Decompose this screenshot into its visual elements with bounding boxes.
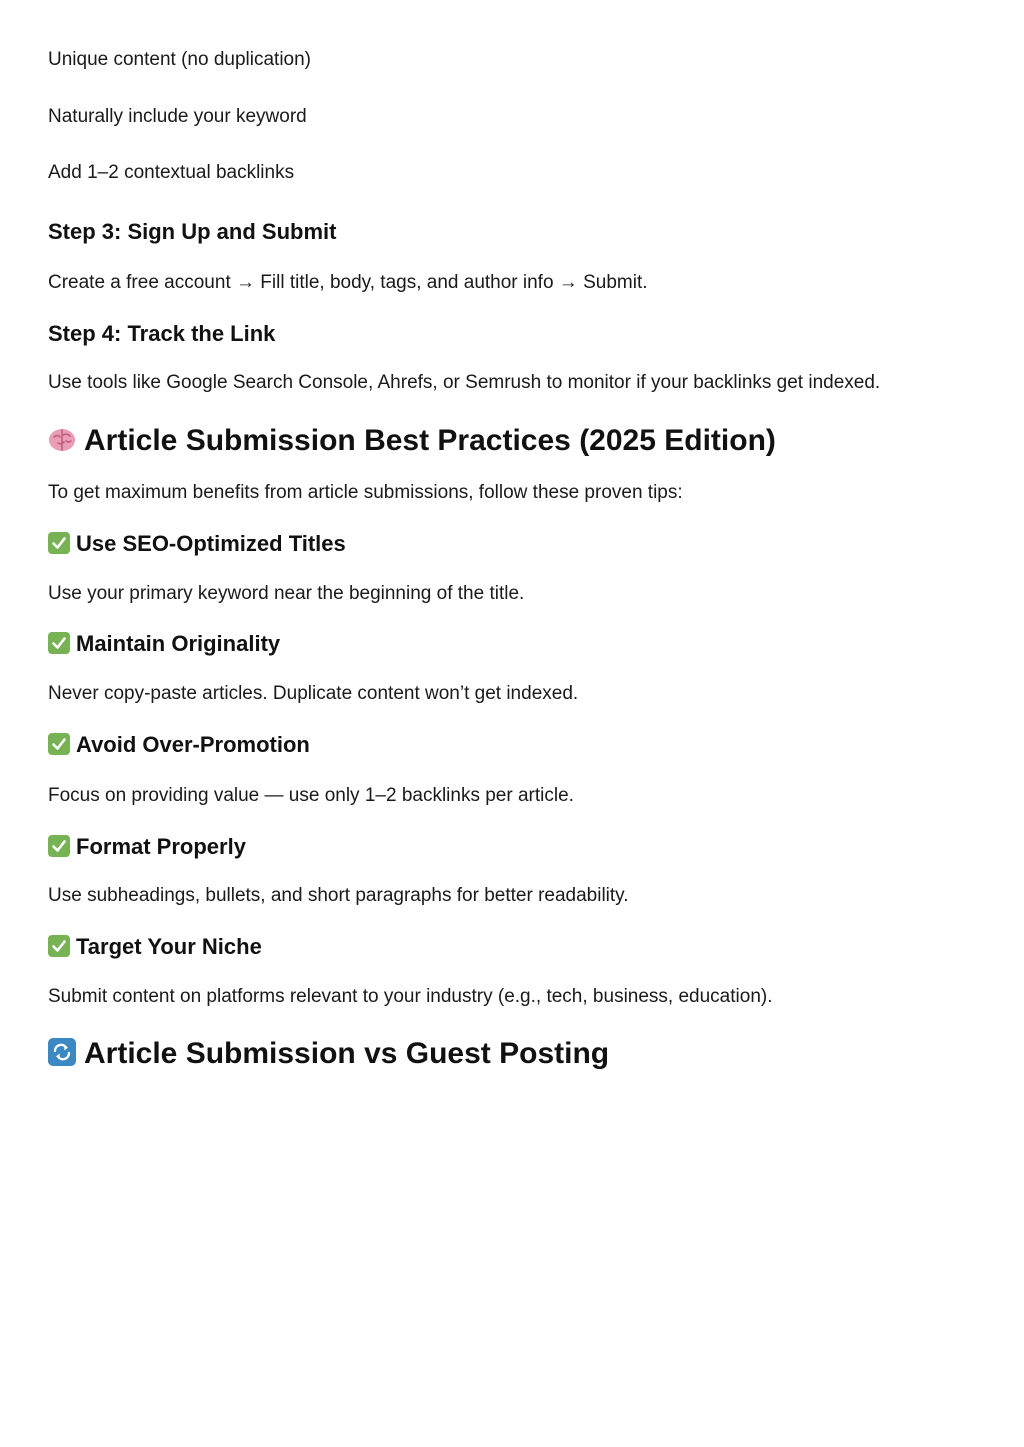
list-item-add-backlinks: Add 1–2 contextual backlinks bbox=[48, 162, 295, 183]
tip-title: Format Properly bbox=[76, 834, 246, 859]
list-item-unique-content: Unique content (no duplication) bbox=[48, 49, 312, 70]
step4-heading: Step 4: Track the Link bbox=[48, 321, 276, 346]
best-practices-heading bbox=[48, 422, 776, 460]
tip-body-niche: Submit content on platforms relevant to your industry (e.g., tech, business, education). bbox=[48, 986, 773, 1007]
brain-icon bbox=[48, 425, 76, 453]
step3-heading: Step 3: Sign Up and Submit bbox=[48, 219, 337, 244]
repeat-icon bbox=[48, 1038, 76, 1066]
tip-title: Avoid Over-Promotion bbox=[76, 732, 310, 757]
tip-heading-over-promotion bbox=[48, 731, 310, 759]
check-mark-icon bbox=[48, 835, 70, 857]
vs-section-title: Article Submission vs Guest Posting bbox=[84, 1037, 610, 1070]
check-mark-icon bbox=[48, 532, 70, 554]
tip-heading-seo-titles bbox=[48, 530, 346, 558]
list-item-include-keyword: Naturally include your keyword bbox=[48, 106, 307, 127]
tip-body-format: Use subheadings, bullets, and short paragraphs for better readability. bbox=[48, 885, 629, 906]
tip-body-seo-titles: Use your primary keyword near the beginning of the title. bbox=[48, 583, 525, 604]
tip-title: Target Your Niche bbox=[76, 934, 262, 959]
tip-body-originality: Never copy-paste articles. Duplicate content won’t get indexed. bbox=[48, 683, 579, 704]
step4-body: Use tools like Google Search Console, Ahrefs, or Semrush to monitor if your backlinks get indexed. bbox=[48, 372, 881, 393]
tip-heading-originality bbox=[48, 630, 280, 658]
tip-body-over-promotion: Focus on providing value — use only 1–2 backlinks per article. bbox=[48, 785, 574, 806]
best-practices-title: Article Submission Best Practices (2025 Edition) bbox=[84, 424, 776, 457]
tip-heading-niche bbox=[48, 933, 262, 961]
best-practices-intro: To get maximum benefits from article submissions, follow these proven tips: bbox=[48, 482, 683, 503]
tip-title: Maintain Originality bbox=[76, 631, 281, 656]
tip-title: Use SEO-Optimized Titles bbox=[76, 531, 346, 556]
tip-heading-format bbox=[48, 833, 246, 861]
step3-body: Create a free account → Fill title, body, tags, and author info → Submit. bbox=[48, 272, 648, 293]
check-mark-icon bbox=[48, 935, 70, 957]
check-mark-icon bbox=[48, 733, 70, 755]
vs-section-heading bbox=[48, 1035, 609, 1073]
check-mark-icon bbox=[48, 632, 70, 654]
